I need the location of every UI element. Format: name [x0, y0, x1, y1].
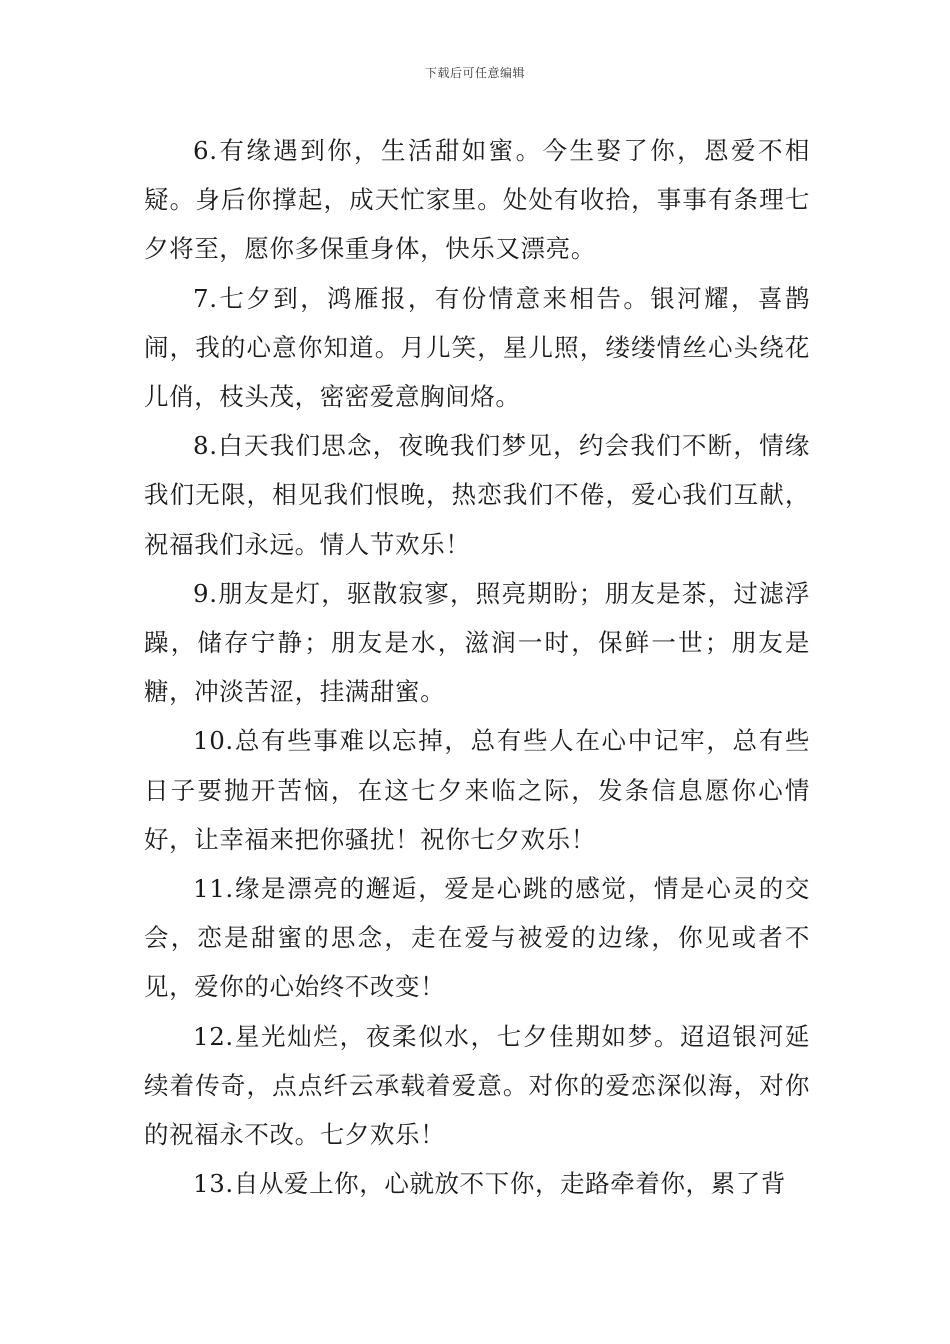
paragraph-10: 10.总有些事难以忘掉，总有些人在心中记牢，总有些日子要抛开苦恼，在这七夕来临之际，发条信息愿你心情好，让幸福来把你骚扰！祝你七夕欢乐！	[144, 726, 810, 854]
paragraph-6: 6.有缘遇到你，生活甜如蜜。今生娶了你，恩爱不相疑。身后你撑起，成天忙家里。处处有收拾，事事有条理七夕将至，愿你多保重身体，快乐又漂亮。	[144, 136, 810, 264]
paragraph-9: 9.朋友是灯，驱散寂寥，照亮期盼；朋友是茶，过滤浮躁，储存宁静；朋友是水，滋润一时，保鲜一世；朋友是糖，冲淡苦涩，挂满甜蜜。	[144, 578, 810, 707]
paragraph-8: 8.白天我们思念，夜晚我们梦见，约会我们不断，情缘我们无限，相见我们恨晚，热恋我们不倦，爱心我们互献，祝福我们永远。情人节欢乐！	[144, 431, 810, 559]
paragraph-13: 13.自从爱上你，心就放不下你，走路牵着你，累了背	[193, 1169, 786, 1199]
document-body	[144, 126, 810, 1208]
paragraph-11: 11.缘是漂亮的邂逅，爱是心跳的感觉，情是心灵的交会，恋是甜蜜的思念，走在爱与被爱的边缘，你见或者不见，爱你的心始终不改变！	[144, 874, 810, 1002]
paragraph-7: 7.七夕到，鸿雁报，有份情意来相告。银河耀，喜鹊闹，我的心意你知道。月儿笑，星儿照，缕缕情丝心头绕花儿俏，枝头茂，密密爱意胸间烙。	[144, 283, 810, 412]
page-header: 下载后可任意编辑	[424, 66, 525, 80]
paragraph-12: 12.星光灿烂，夜柔似水，七夕佳期如梦。迢迢银河延续着传奇，点点纤云承载着爱意。对你的爱恋深似海，对你的祝福永不改。七夕欢乐！	[144, 1021, 810, 1150]
